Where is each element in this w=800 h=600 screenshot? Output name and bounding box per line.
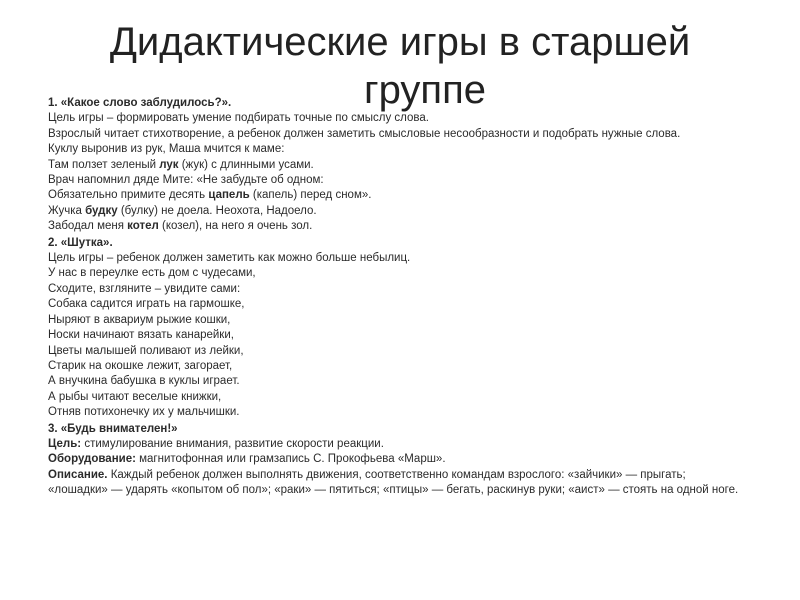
slide-body (48, 96, 748, 499)
game1-heading (48, 96, 748, 111)
game2-poem-line: А рыбы читают веселые книжки, (48, 390, 222, 403)
game1-line-4-post: (булку) не доела. Неохота, Надоело. (117, 204, 317, 217)
game3-equipment (48, 452, 748, 467)
slide-title-line1: Дидактические игры в старшей (109, 20, 691, 64)
game3-description (48, 468, 748, 499)
game2-heading-text: 2. «Шутка». (48, 236, 113, 249)
slide-title-line2: группе (364, 68, 486, 112)
game2-poem-line: А внучкина бабушка в куклы играет. (48, 375, 240, 388)
game3-heading (48, 422, 748, 437)
game1-line-1 (48, 158, 748, 173)
game3-equipment-label: Оборудование: (48, 453, 136, 466)
game1-line-2 (48, 173, 748, 188)
game1-line-2-pre: Врач напомнил дяде Мите: «Не забудьте об одном: (48, 174, 324, 187)
game1-line-1-post: (жук) с длинными усами. (178, 158, 314, 171)
game1-line-3-pre: Обязательно примите десять (48, 189, 209, 202)
game3-description-label: Описание. (48, 468, 108, 481)
game3-goal (48, 437, 748, 452)
game3-goal-label: Цель: (48, 437, 82, 450)
game3-equipment-text: магнитофонная или грамзапись С. Прокофьева «Марш». (135, 453, 446, 466)
game2-goal: Цель игры – ребенок должен заметить как можно больше небылиц. (48, 252, 411, 265)
game3-description-text: Каждый ребенок должен выполнять движения, соответственно командам взрослого: «зайчики» — прыгать; «лошадки» — ударять «копытом об пол»; «раки» — пятиться; «птицы» — бегать, раскинув руки; «аист» — стоять на одной ноге. (48, 468, 739, 497)
game1-line-5-post: (козел), на него я очень зол. (158, 220, 313, 233)
game1-line-4 (48, 204, 748, 219)
game1-line-1-bold: лук (159, 158, 179, 171)
game2-heading (48, 236, 748, 251)
game1-line-5 (48, 219, 748, 234)
game1-line-5-pre: Забодал меня (48, 220, 128, 233)
game2-poem-line: Старик на окошке лежит, загорает, (48, 359, 233, 372)
game1-line-4-bold: будку (85, 204, 118, 217)
game1-heading-text: 1. «Какое слово заблудилось?». (48, 97, 232, 109)
game1-line-3-post: (капель) перед сном». (249, 189, 372, 202)
game1-line-1-pre: Там ползет зеленый (48, 158, 160, 171)
game2-poem-line: Сходите, взгляните – увидите сами: (48, 282, 241, 295)
game2-poem-line: Ныряют в аквариум рыжие кошки, (48, 313, 231, 326)
game1-line-4-pre: Жучка (48, 204, 86, 217)
game3-goal-text: стимулирование внимания, развитие скорости реакции. (81, 437, 384, 450)
game1-line-5-bold: котел (127, 220, 159, 233)
game1-line-3-bold: цапель (208, 189, 250, 202)
game2-poem-line: Собака садится играть на гармошке, (48, 298, 245, 311)
game2-poem-line: У нас в переулке есть дом с чудесами, (48, 267, 256, 280)
game2-poem-line: Отняв потихонечку их у мальчишки. (48, 406, 240, 419)
game3-heading-text: 3. «Будь внимателен!» (48, 422, 178, 435)
game1-line-0-pre: Куклу выронив из рук, Маша мчится к маме: (48, 143, 285, 156)
game1-goal: Цель игры – формировать умение подбирать точные по смыслу слова. (48, 112, 429, 125)
game2-poem-line: Цветы малышей поливают из лейки, (48, 344, 244, 357)
game2-poem-line: Носки начинают вязать канарейки, (48, 329, 234, 342)
game1-description: Взрослый читает стихотворение, а ребенок должен заметить смысловые несообразности и подобрать нужные слова. (48, 127, 681, 140)
game1-line-3 (48, 188, 748, 203)
game1-line-0 (48, 142, 748, 157)
